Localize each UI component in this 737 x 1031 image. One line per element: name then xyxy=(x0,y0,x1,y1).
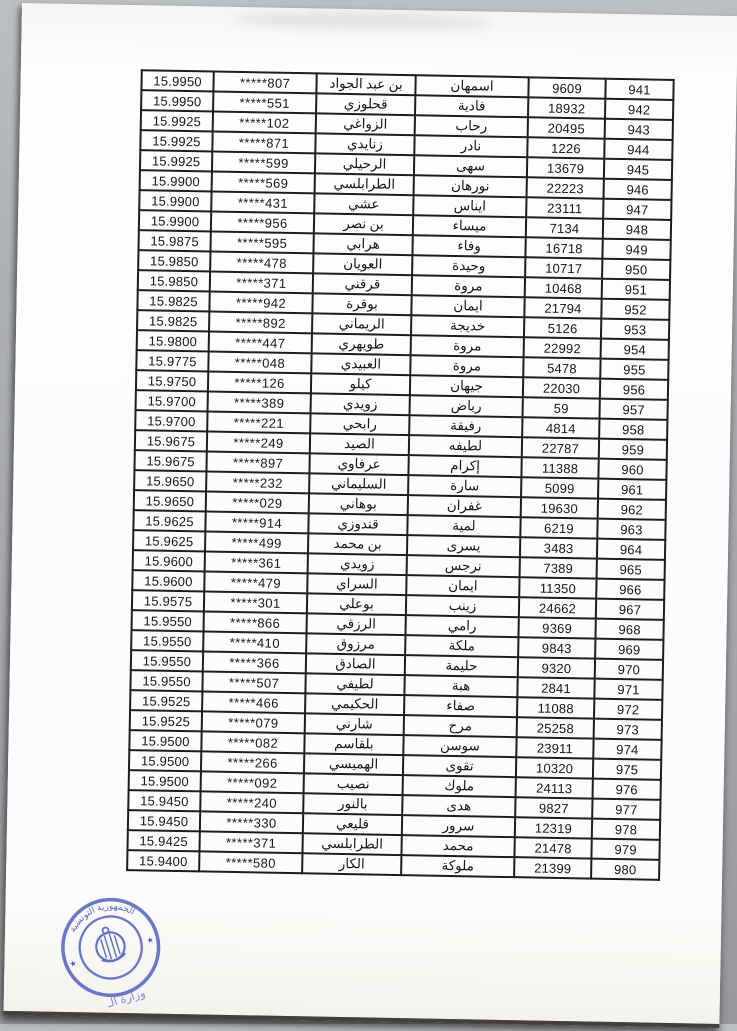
results-table xyxy=(126,69,675,881)
cell-registration-number: 5478 xyxy=(523,357,600,378)
cell-masked-number: *****580 xyxy=(199,851,302,873)
cell-first-name: مرح xyxy=(404,715,517,737)
cell-first-name: رفيقة xyxy=(409,415,522,437)
cell-rank: 980 xyxy=(591,859,659,880)
cell-score: 15.9900 xyxy=(140,170,212,191)
cell-score: 15.9400 xyxy=(127,850,199,871)
cell-first-name: ايناس xyxy=(413,195,526,217)
cell-last-name: زويدي xyxy=(311,393,410,415)
cell-first-name: مروة xyxy=(412,275,525,297)
cell-masked-number: *****366 xyxy=(203,651,306,673)
cell-rank: 954 xyxy=(601,339,669,360)
cell-first-name: هبة xyxy=(404,675,517,697)
cell-last-name: الرحيلي xyxy=(315,153,414,175)
cell-registration-number: 9843 xyxy=(518,637,595,658)
cell-rank: 962 xyxy=(598,499,666,520)
cell-masked-number: *****892 xyxy=(209,311,312,333)
cell-registration-number: 5099 xyxy=(521,477,598,498)
cell-score: 15.9600 xyxy=(133,550,205,571)
cell-score: 15.9925 xyxy=(140,150,212,171)
cell-last-name: السليماني xyxy=(309,473,408,495)
cell-first-name: زينب xyxy=(406,595,519,617)
cell-first-name: لطيفه xyxy=(409,435,522,457)
cell-last-name: الريماني xyxy=(312,313,411,335)
cell-first-name: مروة xyxy=(411,335,524,357)
cell-first-name: رامي xyxy=(405,615,518,637)
cell-rank: 974 xyxy=(593,739,661,760)
cell-masked-number: *****897 xyxy=(206,451,309,473)
cell-rank: 941 xyxy=(605,79,673,100)
cell-rank: 961 xyxy=(598,479,666,500)
cell-first-name: محمد xyxy=(401,835,514,857)
cell-registration-number: 21478 xyxy=(514,837,591,858)
stamp-republic-text: الجمهورية التونسية xyxy=(67,900,137,934)
cell-masked-number: *****266 xyxy=(201,751,304,773)
cell-masked-number: *****410 xyxy=(203,631,306,653)
cell-masked-number: *****102 xyxy=(213,112,316,134)
stamp-emblem-icon xyxy=(91,924,128,965)
cell-last-name: زنايدي xyxy=(315,133,414,155)
cell-registration-number: 4814 xyxy=(522,417,599,438)
cell-score: 15.9575 xyxy=(132,590,204,611)
cell-score: 15.9900 xyxy=(139,210,211,231)
cell-registration-number: 7389 xyxy=(520,557,597,578)
cell-last-name: الطرابلسي xyxy=(315,173,414,195)
cell-registration-number: 21399 xyxy=(514,857,591,878)
cell-first-name: سوسن xyxy=(403,735,516,757)
cell-score: 15.9600 xyxy=(132,570,204,591)
cell-first-name: رياض xyxy=(410,395,523,417)
cell-rank: 952 xyxy=(601,299,669,320)
stamp-ministry-text: وزارة الـ xyxy=(105,987,147,1011)
cell-first-name: ملوكة xyxy=(401,855,514,877)
cell-score: 15.9625 xyxy=(133,530,205,551)
cell-registration-number: 3483 xyxy=(520,537,597,558)
svg-text:الجمهورية التونسية xyxy=(63,892,139,935)
cell-first-name: خديجة xyxy=(411,315,524,337)
cell-first-name: غفران xyxy=(408,495,521,517)
cell-score: 15.9850 xyxy=(138,270,210,291)
cell-score: 15.9500 xyxy=(129,730,201,751)
cell-score: 15.9825 xyxy=(137,290,209,311)
cell-last-name: نصيب xyxy=(304,773,403,795)
cell-rank: 963 xyxy=(597,519,665,540)
cell-rank: 943 xyxy=(605,119,673,140)
cell-registration-number: 11350 xyxy=(519,577,596,598)
cell-first-name: سهى xyxy=(414,155,527,177)
cell-rank: 979 xyxy=(591,839,659,860)
cell-first-name: تقوى xyxy=(403,755,516,777)
cell-registration-number: 21794 xyxy=(524,297,601,318)
cell-registration-number: 24113 xyxy=(516,777,593,798)
official-ministry-stamp xyxy=(47,890,173,1016)
cell-registration-number: 10717 xyxy=(525,257,602,278)
cell-rank: 978 xyxy=(592,819,660,840)
cell-last-name: هرابي xyxy=(313,233,412,255)
cell-registration-number: 24662 xyxy=(519,597,596,618)
cell-rank: 976 xyxy=(593,779,661,800)
cell-masked-number: *****079 xyxy=(202,711,305,733)
cell-score: 15.9700 xyxy=(135,410,207,431)
cell-registration-number: 18932 xyxy=(528,97,605,118)
cell-score: 15.9750 xyxy=(136,370,208,391)
cell-first-name: هدى xyxy=(402,795,515,817)
cell-rank: 944 xyxy=(604,139,672,160)
cell-rank: 975 xyxy=(593,759,661,780)
cell-score: 15.9700 xyxy=(136,390,208,411)
cell-registration-number: 1226 xyxy=(527,137,604,158)
cell-rank: 948 xyxy=(603,219,671,240)
cell-score: 15.9450 xyxy=(128,790,200,811)
cell-score: 15.9850 xyxy=(138,250,210,271)
cell-registration-number: 6219 xyxy=(520,517,597,538)
cell-score: 15.9875 xyxy=(138,230,210,251)
cell-last-name: بالنور xyxy=(303,793,402,815)
cell-last-name: بن محمد xyxy=(308,533,407,555)
cell-registration-number: 12319 xyxy=(515,817,592,838)
cell-first-name: مروة xyxy=(410,355,523,377)
cell-last-name: الصيد xyxy=(310,433,409,455)
cell-score: 15.9775 xyxy=(136,350,208,371)
cell-first-name: نادر xyxy=(414,135,527,157)
cell-rank: 967 xyxy=(596,599,664,620)
cell-rank: 970 xyxy=(595,659,663,680)
cell-first-name: رحاب xyxy=(415,115,528,137)
cell-first-name: سارة xyxy=(408,475,521,497)
cell-rank: 947 xyxy=(603,199,671,220)
cell-masked-number: *****301 xyxy=(204,591,307,613)
cell-last-name: مرزوق xyxy=(306,633,405,655)
cell-masked-number: *****240 xyxy=(200,791,303,813)
cell-score: 15.9650 xyxy=(134,470,206,491)
cell-first-name: وفاء xyxy=(412,235,525,257)
cell-first-name: نورهان xyxy=(414,175,527,197)
cell-masked-number: *****599 xyxy=(212,152,315,174)
cell-registration-number: 13679 xyxy=(527,157,604,178)
cell-last-name: بلقاسم xyxy=(304,733,403,755)
cell-last-name: لطيفي xyxy=(305,673,404,695)
cell-last-name: بوهاني xyxy=(309,493,408,515)
cell-first-name: لمية xyxy=(407,515,520,537)
cell-last-name: بن عبد الجواد xyxy=(316,73,415,95)
cell-rank: 964 xyxy=(597,539,665,560)
cell-masked-number: *****479 xyxy=(204,571,307,593)
cell-rank: 965 xyxy=(597,559,665,580)
cell-last-name: الكار xyxy=(302,853,401,875)
cell-score: 15.9550 xyxy=(130,670,202,691)
cell-score: 15.9425 xyxy=(127,830,199,851)
cell-registration-number: 9827 xyxy=(515,797,592,818)
cell-rank: 972 xyxy=(594,699,662,720)
cell-masked-number: *****914 xyxy=(205,511,308,533)
cell-rank: 956 xyxy=(600,379,668,400)
cell-first-name: سرور xyxy=(402,815,515,837)
cell-last-name: العبيدي xyxy=(311,353,410,375)
cell-last-name: الصادق xyxy=(306,653,405,675)
cell-registration-number: 2841 xyxy=(517,677,594,698)
cell-registration-number: 16718 xyxy=(525,237,602,258)
cell-masked-number: *****082 xyxy=(201,731,304,753)
cell-registration-number: 10468 xyxy=(525,277,602,298)
cell-first-name: ايمان xyxy=(411,295,524,317)
cell-masked-number: *****871 xyxy=(212,132,315,154)
cell-first-name: ايمان xyxy=(406,575,519,597)
cell-first-name: وحيدة xyxy=(412,255,525,277)
scanned-paper-page xyxy=(3,3,737,1028)
cell-registration-number: 11088 xyxy=(517,697,594,718)
scan-smudge xyxy=(232,11,492,32)
cell-rank: 953 xyxy=(601,319,669,340)
cell-masked-number: *****330 xyxy=(200,811,303,833)
cell-last-name: بوقرة xyxy=(312,293,411,315)
cell-last-name: الرزقي xyxy=(306,613,405,635)
cell-last-name: الزواغي xyxy=(316,113,415,135)
cell-rank: 960 xyxy=(598,459,666,480)
cell-first-name: يسرى xyxy=(407,535,520,557)
cell-first-name: حليمة xyxy=(405,655,518,677)
cell-last-name: قرقني xyxy=(313,273,412,295)
cell-rank: 945 xyxy=(604,159,672,180)
cell-rank: 969 xyxy=(595,639,663,660)
cell-registration-number: 23111 xyxy=(526,197,603,218)
cell-registration-number: 23911 xyxy=(516,737,593,758)
cell-registration-number: 5126 xyxy=(524,317,601,338)
cell-score: 15.9550 xyxy=(131,630,203,651)
cell-registration-number: 22223 xyxy=(527,177,604,198)
cell-registration-number: 22992 xyxy=(524,337,601,358)
cell-registration-number: 9369 xyxy=(518,617,595,638)
cell-masked-number: *****371 xyxy=(199,831,302,853)
cell-masked-number: *****466 xyxy=(202,691,305,713)
cell-last-name: الهميسي xyxy=(304,753,403,775)
cell-last-name: قليعي xyxy=(303,813,402,835)
cell-first-name: فادية xyxy=(415,95,528,117)
cell-registration-number: 20495 xyxy=(528,117,605,138)
cell-score: 15.9500 xyxy=(129,770,201,791)
cell-masked-number: *****569 xyxy=(212,172,315,194)
cell-registration-number: 11388 xyxy=(521,457,598,478)
cell-masked-number: *****499 xyxy=(205,531,308,553)
cell-score: 15.9950 xyxy=(141,90,213,111)
cell-rank: 955 xyxy=(600,359,668,380)
cell-masked-number: *****595 xyxy=(210,231,313,253)
cell-first-name: إكرام xyxy=(408,455,521,477)
cell-score: 15.9825 xyxy=(137,310,209,331)
cell-registration-number: 25258 xyxy=(517,717,594,738)
cell-rank: 949 xyxy=(602,239,670,260)
cell-score: 15.9525 xyxy=(130,690,202,711)
cell-rank: 977 xyxy=(592,799,660,820)
stamp-star-right-icon: ★ xyxy=(145,934,155,946)
cell-rank: 971 xyxy=(594,679,662,700)
cell-last-name: شارني xyxy=(305,713,404,735)
cell-masked-number: *****551 xyxy=(213,92,316,114)
cell-registration-number: 9320 xyxy=(518,657,595,678)
cell-masked-number: *****126 xyxy=(208,371,311,393)
cell-masked-number: *****249 xyxy=(207,431,310,453)
cell-last-name: الحكيمي xyxy=(305,693,404,715)
cell-score: 15.9675 xyxy=(135,430,207,451)
cell-masked-number: *****807 xyxy=(213,72,316,94)
cell-masked-number: *****092 xyxy=(201,771,304,793)
cell-score: 15.9800 xyxy=(137,330,209,351)
cell-rank: 951 xyxy=(602,279,670,300)
cell-score: 15.9900 xyxy=(139,190,211,211)
cell-last-name: عشي xyxy=(314,193,413,215)
cell-score: 15.9925 xyxy=(141,110,213,131)
cell-rank: 958 xyxy=(599,419,667,440)
cell-first-name: ميساء xyxy=(413,215,526,237)
cell-masked-number: *****478 xyxy=(210,251,313,273)
cell-rank: 973 xyxy=(594,719,662,740)
cell-masked-number: *****431 xyxy=(211,192,314,214)
cell-registration-number: 19630 xyxy=(521,497,598,518)
cell-rank: 966 xyxy=(596,579,664,600)
cell-registration-number: 7134 xyxy=(526,217,603,238)
cell-score: 15.9650 xyxy=(134,490,206,511)
cell-last-name: قحلوزي xyxy=(316,93,415,115)
cell-last-name: العويان xyxy=(313,253,412,275)
cell-first-name: جيهان xyxy=(410,375,523,397)
cell-first-name: ملوك xyxy=(403,775,516,797)
cell-score: 15.9675 xyxy=(134,450,206,471)
cell-last-name: طويهري xyxy=(312,333,411,355)
cell-score: 15.9450 xyxy=(128,810,200,831)
cell-masked-number: *****029 xyxy=(206,491,309,513)
cell-masked-number: *****447 xyxy=(209,331,312,353)
cell-rank: 959 xyxy=(599,439,667,460)
cell-masked-number: *****942 xyxy=(209,291,312,313)
cell-score: 15.9625 xyxy=(133,510,205,531)
cell-score: 15.9525 xyxy=(130,710,202,731)
cell-last-name: بن نصر xyxy=(314,213,413,235)
cell-score: 15.9500 xyxy=(129,750,201,771)
cell-first-name: ملكة xyxy=(405,635,518,657)
cell-first-name: صفاء xyxy=(404,695,517,717)
cell-last-name: السراي xyxy=(307,573,406,595)
cell-score: 15.9550 xyxy=(131,650,203,671)
cell-first-name: نرجس xyxy=(407,555,520,577)
cell-masked-number: *****371 xyxy=(210,271,313,293)
cell-last-name: الطرابلسي xyxy=(302,833,401,855)
cell-last-name: بوعلي xyxy=(307,593,406,615)
cell-masked-number: *****507 xyxy=(202,671,305,693)
cell-rank: 950 xyxy=(602,259,670,280)
cell-rank: 946 xyxy=(604,179,672,200)
cell-masked-number: *****221 xyxy=(207,411,310,433)
cell-masked-number: *****866 xyxy=(204,611,307,633)
cell-masked-number: *****361 xyxy=(205,551,308,573)
cell-score: 15.9925 xyxy=(140,130,212,151)
cell-registration-number: 10320 xyxy=(516,757,593,778)
cell-masked-number: *****232 xyxy=(206,471,309,493)
cell-rank: 942 xyxy=(605,99,673,120)
cell-first-name: اسمهان xyxy=(415,75,528,97)
cell-registration-number: 9609 xyxy=(528,77,605,98)
cell-masked-number: *****389 xyxy=(208,391,311,413)
cell-last-name: رابحي xyxy=(310,413,409,435)
cell-score: 15.9950 xyxy=(141,70,213,91)
cell-registration-number: 22787 xyxy=(522,437,599,458)
stamp-star-left-icon: ★ xyxy=(68,958,78,970)
cell-registration-number: 22030 xyxy=(523,377,600,398)
cell-last-name: كيلو xyxy=(311,373,410,395)
cell-last-name: قندوزي xyxy=(308,513,407,535)
cell-score: 15.9550 xyxy=(132,610,204,631)
cell-last-name: زويدي xyxy=(308,553,407,575)
cell-registration-number: 59 xyxy=(522,397,599,418)
cell-last-name: عرفاوي xyxy=(309,453,408,475)
cell-rank: 957 xyxy=(599,399,667,420)
cell-masked-number: *****048 xyxy=(208,351,311,373)
cell-masked-number: *****956 xyxy=(211,212,314,234)
cell-rank: 968 xyxy=(595,619,663,640)
